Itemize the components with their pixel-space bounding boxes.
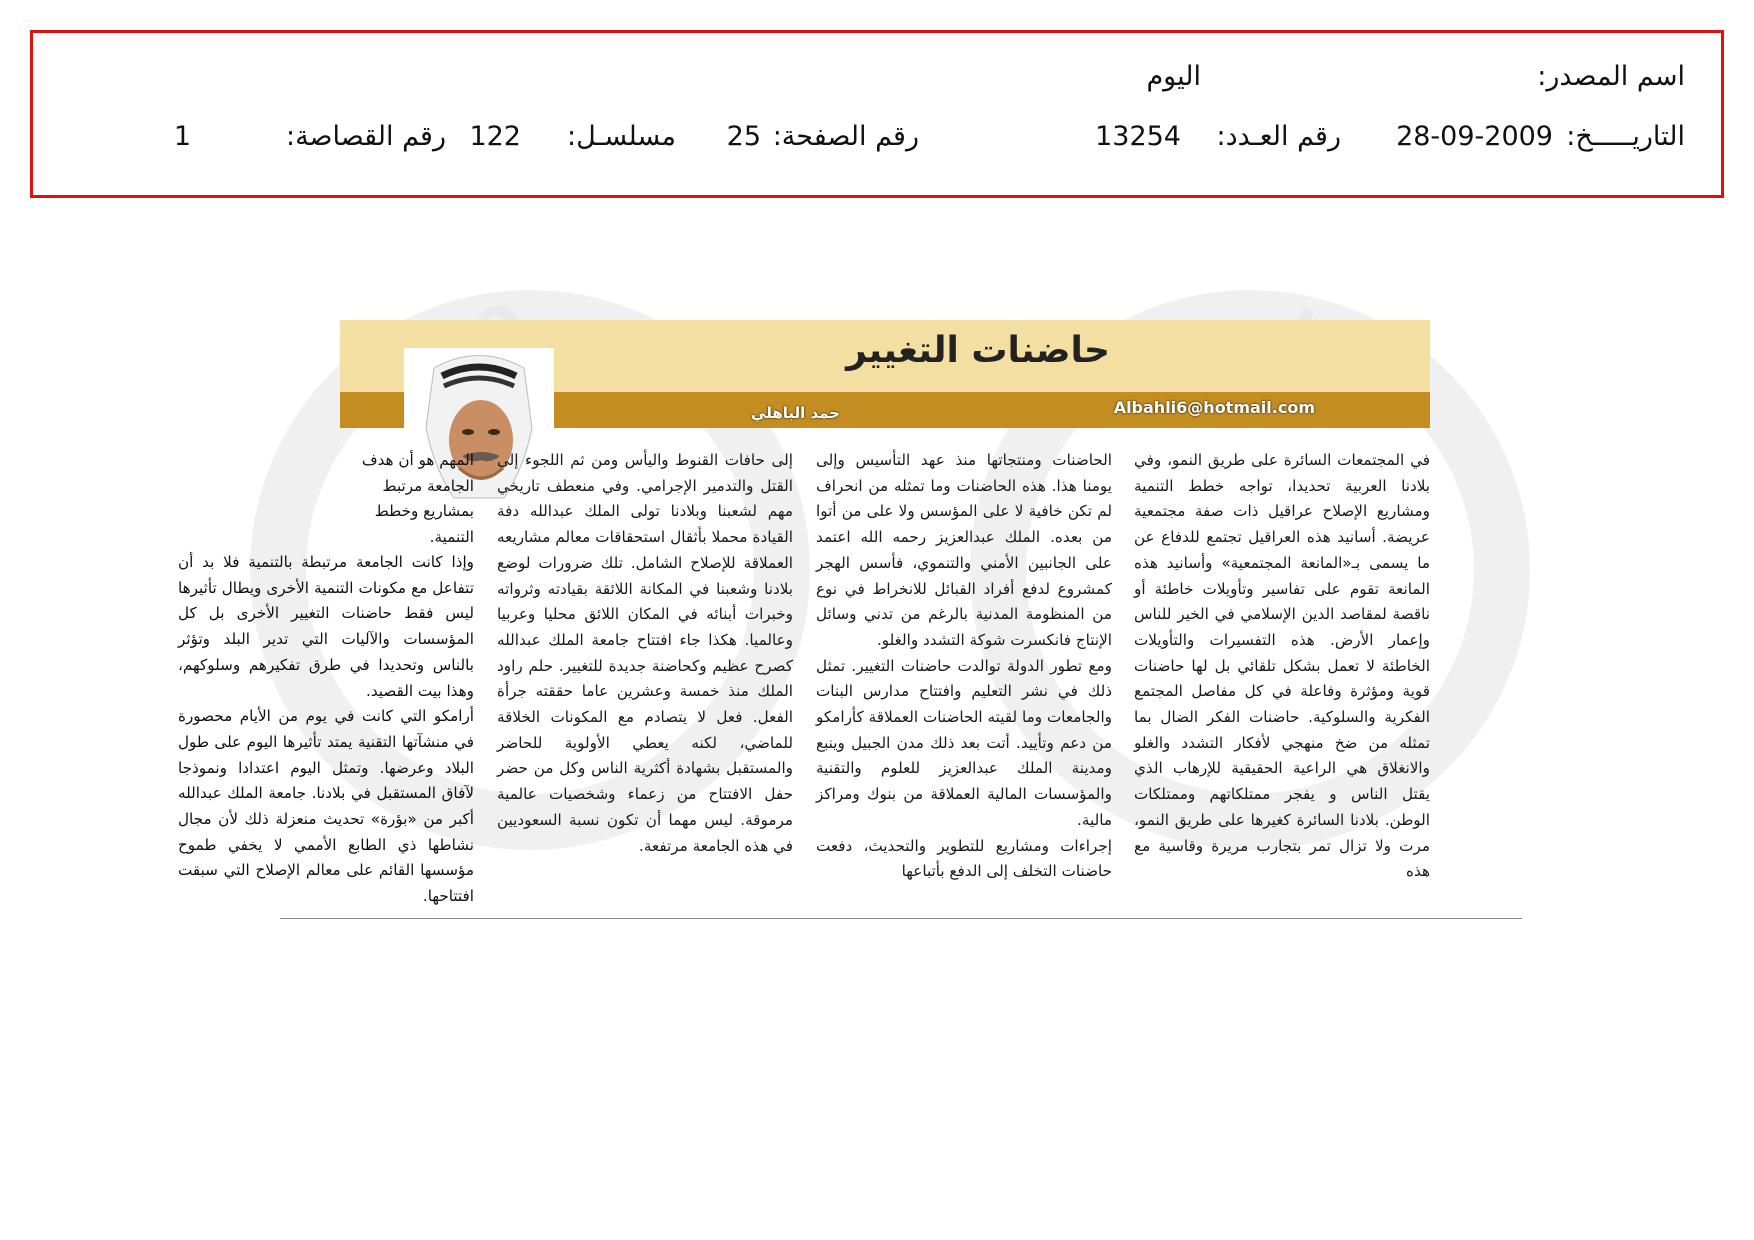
page-value: 25 bbox=[726, 121, 761, 152]
serial-label: مسلسـل: bbox=[566, 121, 676, 152]
author-name: حمد الباهلي bbox=[751, 404, 840, 422]
article-column-3: إلى حافات القنوط واليأس ومن ثم اللجوء إلى القتل والتدمير الإجرامي. وفي منعطف تاريخي مهم لشعبنا وبلادنا تولى الملك عبدالله دفة القيادة محملا بأثقال استحقاقات معالم مشاريعه العملاقة للإصلاح الشامل. تلك ضرورات لوضع بلادنا وشعبنا في المكانة اللائقة بقيادته وثرواته وخبرات أبنائه في المكان اللائق محليا وعربيا وعالميا. هكذا جاء افتتاح جامعة الملك عبدالله كصرح عظيم وكحاضنة جديدة للتغيير. حلم راود الملك منذ خمسة وعشرين عاما حققته جرأة الفعل. فعل لا يتصادم مع المكونات الخلاقة للماضي، لكنه يعطي الأولوية للحاضر والمستقبل بشهادة أكثرية الناس وكل من حضر حفل الافتتاح من زعماء وشخصيات عالمية مرموقة. ليس مهما أن تكون نسبة السعوديين في هذه الجامعة مرتفعة. bbox=[497, 451, 793, 855]
issue-label: رقم العـدد: bbox=[1216, 121, 1341, 152]
author-email: Albahli6@hotmail.com bbox=[1113, 398, 1315, 417]
date-label: التاريـــــخ: bbox=[1566, 121, 1685, 152]
page-label: رقم الصفحة: bbox=[772, 121, 919, 152]
serial-value: 122 bbox=[469, 121, 521, 152]
article-clipping bbox=[178, 320, 1430, 920]
article-bottom-rule bbox=[280, 918, 1522, 919]
article-column-4: وإذا كانت الجامعة مرتبطة بالتنمية فلا بد أن تتفاعل مع مكونات التنمية الأخرى ويطال تأثيرها ليس فقط حاضنات التغيير الأخرى بل كل المؤسسات والآليات التي تدير البلد وتؤثر بالناس وتحديدا في طرق تفكيرهم وسلوكهم، وهذا بيت القصيد. أرامكو التي كانت في يوم من الأيام محصورة في منشآتها التقنية يمتد تأثيرها اليوم على طول البلاد وعرضها. وتمثل اليوم اعتدادا ونموذجا لآفاق المستقبل في بلادنا. جامعة الملك عبدالله أكبر من «بؤرة» تحديث منعزلة ذلك لأن مجال نشاطها ذي الطابع الأممي لا يخفي طموح مؤسسها القائم على معالم الإصلاح التي سبقت افتتاحها. bbox=[178, 553, 474, 906]
source-label: اسم المصدر: bbox=[1537, 61, 1685, 92]
clipping-metadata-box bbox=[30, 30, 1724, 198]
clip-label: رقم القصاصة: bbox=[285, 121, 446, 152]
article-column-4-intro: المهم هو أن هدف الجامعة مرتبط بمشاريع وخطط التنمية. bbox=[361, 451, 474, 547]
clip-value: 1 bbox=[173, 121, 191, 152]
issue-value: 13254 bbox=[1095, 121, 1181, 152]
article-column-2: الحاضنات ومنتجاتها منذ عهد التأسيس وإلى يومنا هذا. هذه الحاضنات وما تمثله من انحراف لم تكن خافية لا على المؤسس ولا على من أتوا من بعده. الملك عبدالعزيز رحمه الله اعتمد على الجانبين الأمني والتنموي، فأسس الهجر كمشروع لدفع أفراد القبائل للانخراط في نوع من المنظومة المدنية بالرغم من تدني وسائل الإنتاج فانكسرت شوكة التشدد والغلو. ومع تطور الدولة توالدت حاضنات التغيير. تمثل ذلك في نشر التعليم وافتتاح مدارس البنات والجامعات وما لقيته الحاضنات العملاقة كأرامكو من دعم وتأييد. أتت بعد ذلك مدن الجبيل وينبع ومدينة الملك عبدالعزيز للعلوم والتقنية والمؤسسات المالية العملاقة من بنوك ومراكز مالية. إجراءات ومشاريع للتطوير والتحديث، دفعت حاضنات التخلف إلى الدفع بأتباعها bbox=[816, 451, 1112, 881]
article-column-1: في المجتمعات السائرة على طريق النمو، وفي بلادنا العربية تحديدا، تواجه خطط التنمية ومشاريع الإصلاح عراقيل ذات صفة مجتمعية عريضة. أسانيد هذه العراقيل تجتمع للدفاع عن ما يسمى بـ«المانعة المجتمعية» وأسانيد هذه المانعة تقوم على تفاسير وتأويلات خاطئة أو ناقصة لمقاصد الدين الإسلامي في الخير للناس وإعمار الأرض. هذه التفسيرات والتأويلات الخاطئة لا تعمل بشكل تلقائي بل لها حاضنات قوية ومؤثرة وفاعلة في كل مفاصل المجتمع الفكرية والسلوكية. حاضنات الفكر الضال بما تمثله من ضخ منهجي لأفكار التشدد والغلو والانغلاق هي الراعية الحقيقية للإرهاب الذي يقتل الناس و يفجر ممتلكاتهم وممتلكات الوطن. بلادنا السائرة كغيرها على طريق النمو، مرت ولا تزال تمر بتجارب مريرة وقاسية مع هذه bbox=[1134, 451, 1430, 881]
source-value: اليوم bbox=[1146, 61, 1201, 92]
date-value: 28-09-2009 bbox=[1396, 121, 1553, 152]
article-title: حاضنات التغيير bbox=[846, 330, 1110, 371]
